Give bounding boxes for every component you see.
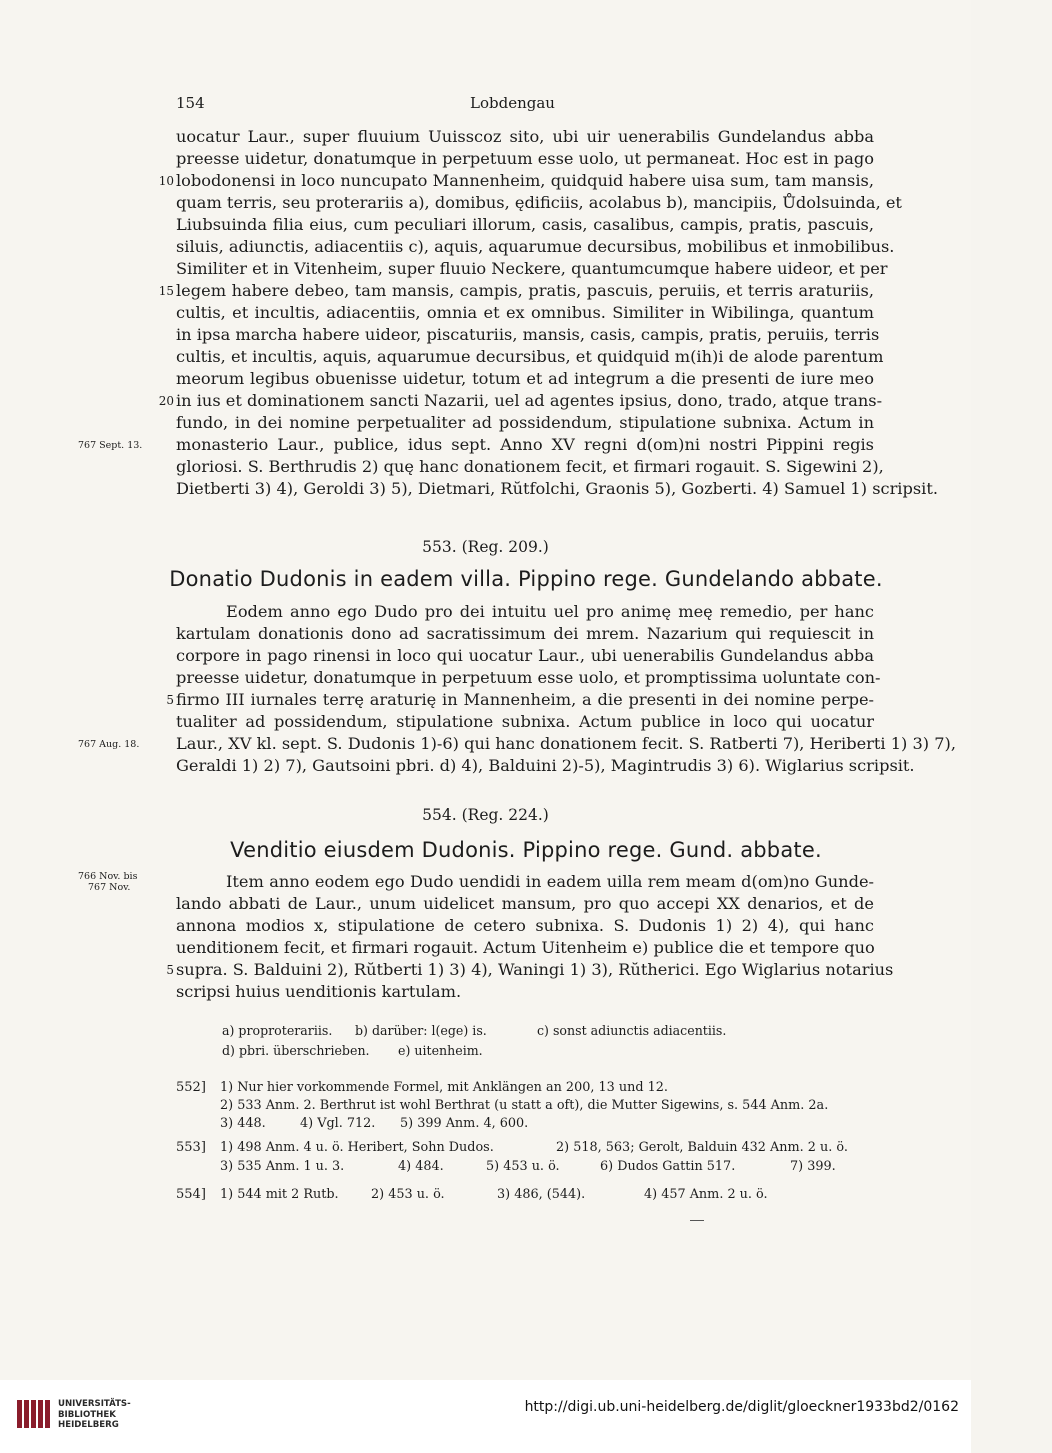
text-line: Geraldi 1) 2) 7), Gautsoini pbri. d) 4), Balduini 2)-5), Magintrudis 3) 6). Wiglarius scripsit.: [176, 756, 915, 775]
text-line: lando abbati de Laur., unum uidelicet mansum, pro quo accepi XX denarios, et de: [176, 894, 874, 913]
text-line: Liubsuinda filia eius, cum peculiari illorum, casis, casalibus, campis, pratis, pascuis,: [176, 215, 874, 234]
text-line: lobodonensi in loco nuncupato Mannenheim, quidquid habere uisa sum, tam mansis,: [176, 171, 874, 190]
note-label: 552]: [176, 1080, 206, 1095]
text-line: annona modios x, stipulatione de cetero subnixa. S. Dudonis 1) 2) 4), qui hanc: [176, 916, 874, 935]
text-line: Eodem anno ego Dudo pro dei intuitu uel pro animę meę remedio, per hanc: [226, 602, 874, 621]
note: 4) Vgl. 712.: [300, 1116, 376, 1131]
text-line: meorum legibus obuenisse uidetur, totum et ad integrum a die presenti de iure meo: [176, 369, 874, 388]
note: 2) 518, 563; Gerolt, Balduin 432 Anm. 2 u. ö.: [556, 1140, 848, 1155]
section-554-number: 554. (Reg. 224.): [422, 806, 549, 824]
line-number: 20: [158, 394, 174, 408]
library-name-line: BIBLIOTHEK: [58, 1409, 116, 1420]
footnote: a) proproterariis.: [222, 1023, 333, 1038]
text-line: Dietberti 3) 4), Geroldi 3) 5), Dietmari, Rŭtfolchi, Graonis 5), Gozberti. 4) Samuel 1) scripsit.: [176, 479, 938, 498]
footnote: e) uitenheim.: [398, 1043, 483, 1058]
library-name-line: HEIDELBERG: [58, 1420, 119, 1430]
note: 7) 399.: [790, 1159, 836, 1174]
line-number: 5: [166, 693, 174, 707]
note: 3) 535 Anm. 1 u. 3.: [220, 1159, 345, 1174]
note: 5) 399 Anm. 4, 600.: [400, 1116, 529, 1131]
line-number: 15: [158, 284, 174, 298]
footnote: d) pbri. überschrieben.: [222, 1043, 370, 1058]
text-line: siluis, adiunctis, adiacentiis c), aquis, aquarumue decursibus, mobilibus et inmobilibus.: [176, 237, 895, 256]
text-line: tualiter ad possidendum, stipulatione subnixa. Actum publice in loco qui uocatur: [176, 712, 874, 731]
line-number: 5: [166, 963, 174, 977]
library-name: [58, 1399, 131, 1431]
note: 1) Nur hier vorkommende Formel, mit Anklängen an 200, 13 und 12.: [220, 1080, 668, 1095]
text-line: in ipsa marcha habere uideor, piscaturiis, mansis, casis, campis, pratis, peruiis, terris: [176, 325, 880, 344]
margin-date: 767 Sept. 13.: [78, 440, 143, 451]
line-number: 10: [158, 174, 174, 188]
note: 4) 484.: [398, 1159, 444, 1174]
note-label: 553]: [176, 1140, 206, 1155]
university-library-logo-icon: [14, 1394, 54, 1434]
text-line: Similiter et in Vitenheim, super fluuio Neckere, quantumcumque habere uideor, et per: [176, 259, 888, 278]
text-line: Item anno eodem ego Dudo uendidi in eadem uilla rem meam d(om)no Gunde-: [226, 872, 874, 891]
note-label: 554]: [176, 1187, 206, 1202]
note: 1) 544 mit 2 Rutb.: [220, 1187, 339, 1202]
text-line: firmo III iurnales terrę araturię in Mannenheim, a die presenti in dei nomine perpe-: [176, 690, 874, 709]
text-line: cultis, et incultis, aquis, aquarumue decursibus, et quidquid m(ih)i de alode parentum: [176, 347, 884, 366]
footnote: c) sonst adiunctis adiacentiis.: [537, 1023, 727, 1038]
note: 2) 533 Anm. 2. Berthrut ist wohl Berthrat (u statt a oft), die Mutter Sigewins, s. 544 Anm. 2a.: [220, 1098, 829, 1113]
text-line: cultis, et incultis, adiacentiis, omnia et ex omnibus. Similiter in Wibilinga, quantum: [176, 303, 874, 322]
text-line: Laur., XV kl. sept. S. Dudonis 1)-6) qui hanc donationem fecit. S. Ratberti 7), Heriberti 1) 3) 7),: [176, 734, 956, 753]
note: 1) 498 Anm. 4 u. ö. Heribert, Sohn Dudos.: [220, 1140, 494, 1155]
text-line: supra. S. Balduini 2), Rŭtberti 1) 3) 4), Waningi 1) 3), Rŭtherici. Ego Wiglarius notarius: [176, 960, 894, 979]
section-554-title: Venditio eiusdem Dudonis. Pippino rege. Gund. abbate.: [230, 838, 822, 862]
text-line: uocatur Laur., super fluuium Uuisscoz sito, ubi uir uenerabilis Gundelandus abba: [176, 127, 874, 146]
margin-date: 767 Aug. 18.: [78, 739, 140, 750]
note: 3) 486, (544).: [497, 1187, 586, 1202]
section-553-number: 553. (Reg. 209.): [422, 538, 549, 556]
margin-date: 766 Nov. bis: [78, 871, 138, 882]
section-553-title: Donatio Dudonis in eadem villa. Pippino rege. Gundelando abbate.: [169, 567, 883, 591]
note: 5) 453 u. ö.: [486, 1159, 560, 1174]
running-title: Lobdengau: [470, 94, 555, 112]
page-number: 154: [176, 94, 205, 112]
text-line: kartulam donationis dono ad sacratissimum dei mrem. Nazarium qui requiescit in: [176, 624, 874, 643]
divider: [690, 1220, 704, 1221]
text-line: corpore in pago rinensi in loco qui uocatur Laur., ubi uenerabilis Gundelandus abba: [176, 646, 874, 665]
note: 4) 457 Anm. 2 u. ö.: [644, 1187, 768, 1202]
note: 2) 453 u. ö.: [371, 1187, 445, 1202]
note: 6) Dudos Gattin 517.: [600, 1159, 736, 1174]
source-url-link[interactable]: http://digi.ub.uni-heidelberg.de/diglit/gloeckner1933bd2/0162: [524, 1399, 959, 1415]
text-line: in ius et dominationem sancti Nazarii, uel ad agentes ipsius, dono, trado, atque trans-: [176, 391, 883, 410]
text-line: scripsi huius uenditionis kartulam.: [176, 982, 462, 1001]
footer-bar: [0, 1380, 971, 1453]
text-line: legem habere debeo, tam mansis, campis, pratis, pascuis, peruiis, et terris araturiis,: [176, 281, 874, 300]
text-line: fundo, in dei nomine perpetualiter ad possidendum, stipulatione subnixa. Actum in: [176, 413, 874, 432]
note: 3) 448.: [220, 1116, 266, 1131]
library-name-line: UNIVERSITÄTS-: [58, 1399, 131, 1409]
text-line: quam terris, seu proterariis a), domibus, ędificiis, acolabus b), mancipiis, Ůdolsuinda, et: [176, 193, 902, 212]
text-line: preesse uidetur, donatumque in perpetuum esse uolo, ut permaneat. Hoc est in pago: [176, 149, 874, 168]
text-line: monasterio Laur., publice, idus sept. Anno XV regni d(om)ni nostri Pippini regis: [176, 435, 874, 454]
margin-date: 767 Nov.: [88, 882, 131, 893]
text-line: preesse uidetur, donatumque in perpetuum esse uolo, et promptissima uoluntate con-: [176, 668, 881, 687]
text-line: uenditionem fecit, et firmari rogauit. Actum Uitenheim e) publice die et tempore quo: [176, 938, 875, 957]
text-line: gloriosi. S. Berthrudis 2) quę hanc donationem fecit, et firmari rogauit. S. Sigewini 2),: [176, 457, 884, 476]
footnote: b) darüber: l(ege) is.: [355, 1023, 487, 1038]
